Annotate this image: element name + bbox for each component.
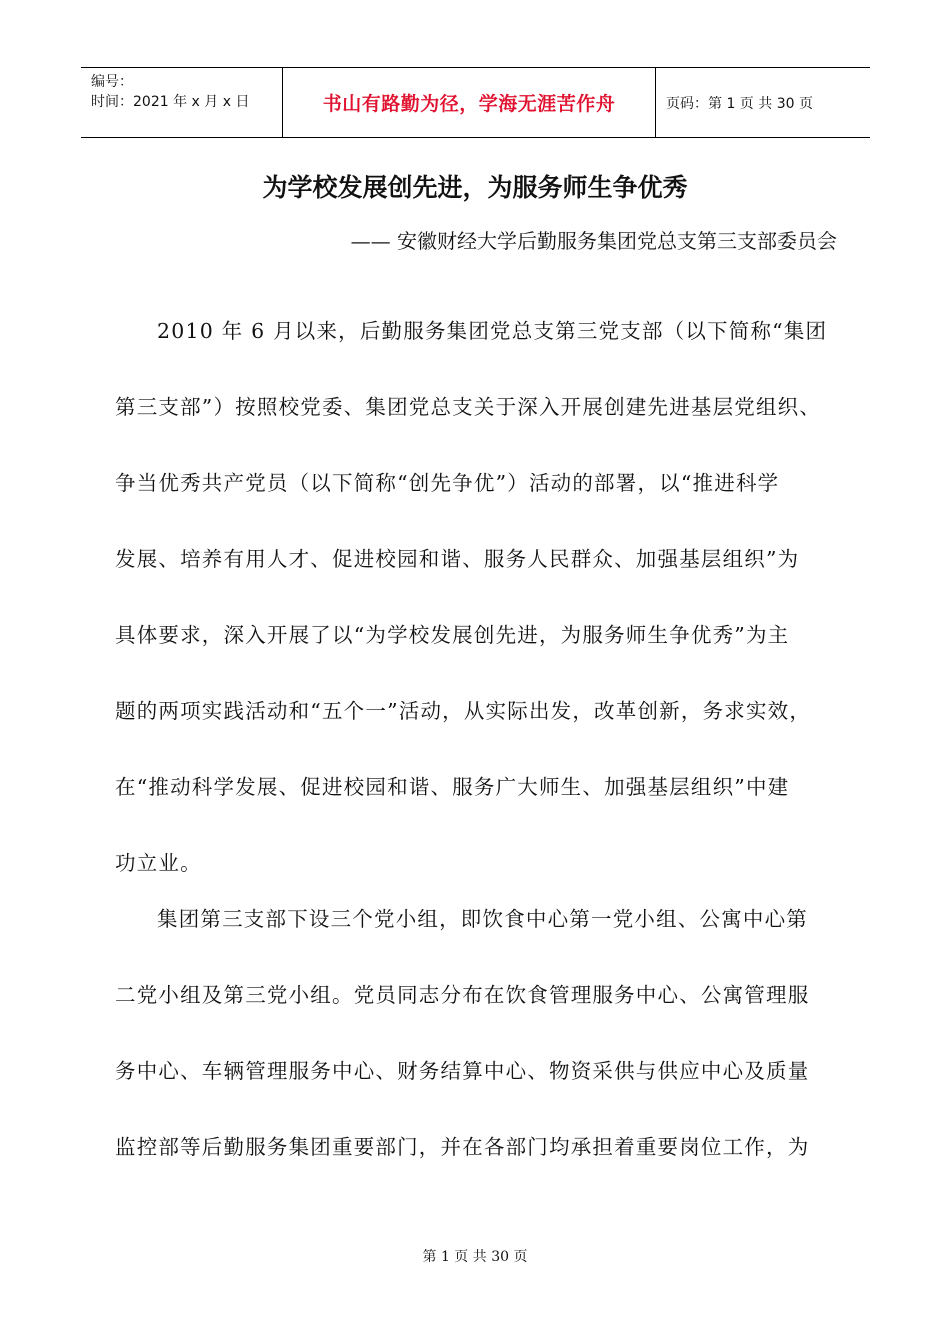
paragraph-line: 具体要求，深入开展了以“为学校发展创先进，为服务师生争优秀”为主: [115, 623, 790, 647]
paragraph-line: 2010 年 6 月以来，后勤服务集团党总支第三党支部（以下简称“集团: [157, 319, 828, 343]
paragraph-line: 第三支部”）按照校党委、集团党总支关于深入开展创建先进基层党组织、: [115, 395, 822, 419]
paragraph-line: 发展、培养有用人才、促进校园和谐、服务人民群众、加强基层组织”为: [115, 547, 800, 571]
header-motto: 书山有路勤为径，学海无涯苦作舟: [282, 68, 656, 137]
paragraph-2: [115, 881, 829, 1185]
paragraph-line: 题的两项实践活动和“五个一”活动，从实际出发，改革创新，务求实效，: [115, 699, 812, 723]
number-label: 编号：: [91, 74, 133, 90]
paragraph-line: 务中心、车辆管理服务中心、财务结算中心、物资采供与供应中心及质量: [115, 1059, 810, 1083]
paragraph-1: [115, 293, 829, 901]
document-header: [81, 67, 870, 138]
paragraph-line: 在“推动科学发展、促进校园和谐、服务广大师生、加强基层组织”中建: [115, 775, 790, 799]
paragraph-line: 集团第三支部下设三个党小组，即饮食中心第一党小组、公寓中心第: [157, 907, 808, 931]
paragraph-line: 二党小组及第三党小组。党员同志分布在饮食管理服务中心、公寓管理服: [115, 983, 810, 1007]
paragraph-line: 监控部等后勤服务集团重要部门，并在各部门均承担着重要岗位工作，为: [115, 1135, 810, 1159]
header-meta: [81, 68, 282, 137]
document-title: 为学校发展创先进，为服务师生争优秀: [262, 173, 688, 202]
paragraph-line: 功立业。: [115, 851, 202, 875]
paragraph-line: 争当优秀共产党员（以下简称“创先争优”）活动的部署，以“推进科学: [115, 471, 780, 495]
document-subtitle: —— 安徽财经大学后勤服务集团党总支第三支部委员会: [350, 229, 837, 253]
page-footer: 第 1 页 共 30 页: [422, 1249, 528, 1265]
time-label: 时间：2021 年 x 月 x 日: [91, 94, 250, 110]
header-page-info: 页码：第 1 页 共 30 页: [666, 95, 813, 112]
